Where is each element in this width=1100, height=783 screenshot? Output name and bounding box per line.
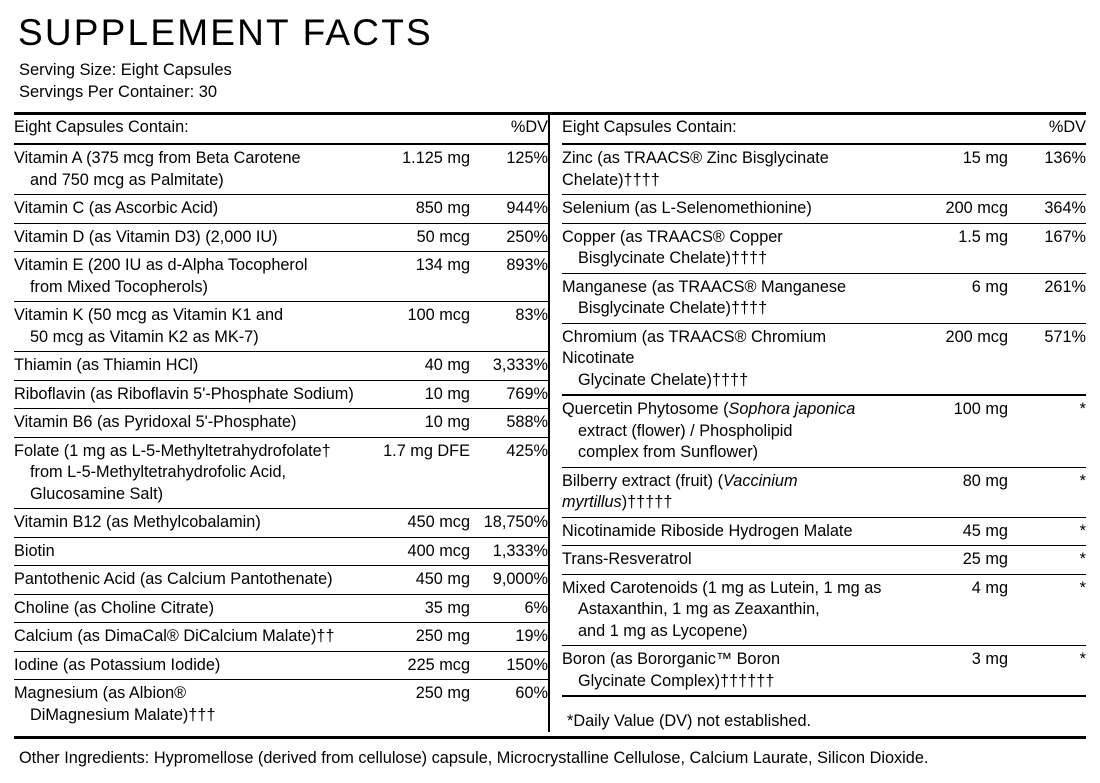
nutrient-name: Vitamin A (375 mcg from Beta Carotene bbox=[14, 149, 301, 168]
nutrient-amount: 1.125 mg bbox=[375, 144, 470, 195]
nutrient-amount: 50 mcg bbox=[375, 223, 470, 252]
daily-value-footnote: *Daily Value (DV) not established. bbox=[567, 712, 812, 731]
nutrient-amount: 200 mcg bbox=[888, 195, 1008, 224]
nutrient-name: Mixed Carotenoids (1 mg as Lutein, 1 mg as bbox=[562, 578, 882, 597]
facts-column-right bbox=[550, 115, 1086, 733]
nutrient-name-cont2: and 1 mg as Lycopene) bbox=[578, 621, 748, 640]
table-row bbox=[562, 195, 1086, 224]
nutrient-name-cont: from Mixed Tocopherols) bbox=[30, 277, 208, 296]
nutrient-name: Nicotinamide Riboside Hydrogen Malate bbox=[562, 517, 888, 546]
table-row bbox=[562, 323, 1086, 395]
nutrient-amount: 225 mcg bbox=[375, 651, 470, 680]
nutrient-amount: 6 mg bbox=[888, 273, 1008, 323]
nutrient-amount: 450 mcg bbox=[375, 509, 470, 538]
column-header-dv-right: %DV bbox=[1008, 115, 1086, 145]
nutrient-dv: 364% bbox=[1008, 195, 1086, 224]
nutrient-name-cont2: complex from Sunflower) bbox=[578, 443, 759, 462]
nutrient-dv: 136% bbox=[1008, 144, 1086, 195]
nutrient-name-cont: and 750 mcg as Palmitate) bbox=[30, 170, 224, 189]
nutrient-dv: 893% bbox=[470, 252, 548, 302]
nutrient-name: Pantothenic Acid (as Calcium Pantothenate) bbox=[14, 566, 375, 595]
nutrient-name: Iodine (as Potassium Iodide) bbox=[14, 651, 375, 680]
nutrient-dv: 571% bbox=[1008, 323, 1086, 395]
nutrient-amount: 200 mcg bbox=[888, 323, 1008, 395]
nutrient-name: Selenium (as L-Selenomethionine) bbox=[562, 195, 888, 224]
nutrient-dv: 1,333% bbox=[470, 537, 548, 566]
nutrient-name: Manganese (as TRAACS® Manganese bbox=[562, 277, 847, 296]
nutrient-dv: 9,000% bbox=[470, 566, 548, 595]
botanical-name: Sophora japonica bbox=[728, 400, 856, 419]
table-row bbox=[562, 395, 1086, 467]
nutrient-name: Copper (as TRAACS® Copper bbox=[562, 227, 783, 246]
nutrient-dv: 261% bbox=[1008, 273, 1086, 323]
nutrient-name: Vitamin D (as Vitamin D3) (2,000 IU) bbox=[14, 223, 375, 252]
nutrient-amount: 250 mg bbox=[375, 623, 470, 652]
table-row bbox=[562, 223, 1086, 273]
nutrient-amount: 4 mg bbox=[888, 574, 1008, 646]
nutrient-name: Vitamin B6 (as Pyridoxal 5'-Phosphate) bbox=[14, 409, 375, 438]
nutrient-name: Boron (as Bororganic™ Boron bbox=[562, 650, 781, 669]
nutrient-name: Biotin bbox=[14, 537, 375, 566]
nutrient-amount: 1.7 mg DFE bbox=[375, 437, 470, 509]
nutrient-name-cont: Astaxanthin, 1 mg as Zeaxanthin, bbox=[578, 600, 820, 619]
nutrient-name: Quercetin Phytosome (Sophora japonica bbox=[562, 400, 856, 419]
other-ingredients-text: Other Ingredients: Hypromellose (derived from cellulose) capsule, Microcrystalline Cellulose, Calcium Laurate, Silicon Dioxide. bbox=[19, 749, 929, 768]
table-row bbox=[14, 409, 548, 438]
botanical-name: Vaccinium myrtillus bbox=[562, 471, 798, 512]
nutrient-amount: 850 mg bbox=[375, 195, 470, 224]
nutrient-amount: 100 mcg bbox=[375, 302, 470, 352]
table-row bbox=[14, 352, 548, 381]
nutrient-dv: * bbox=[1008, 467, 1086, 517]
nutrient-dv: * bbox=[1008, 517, 1086, 546]
nutrient-name: Vitamin E (200 IU as d-Alpha Tocopherol bbox=[14, 256, 308, 275]
table-row bbox=[14, 537, 548, 566]
column-header-name-left: Eight Capsules Contain: bbox=[14, 115, 375, 145]
table-row bbox=[14, 680, 548, 730]
table-row bbox=[14, 566, 548, 595]
nutrient-dv: * bbox=[1008, 546, 1086, 575]
nutrient-name-cont: from L-5-Methyltetrahydrofolic Acid, bbox=[30, 463, 287, 482]
nutrient-name-cont: Glycinate Chelate)†††† bbox=[578, 370, 749, 389]
nutrient-dv: 6% bbox=[470, 594, 548, 623]
nutrient-dv: 83% bbox=[470, 302, 548, 352]
nutrient-dv: 167% bbox=[1008, 223, 1086, 273]
table-header-row-left bbox=[14, 115, 548, 145]
nutrient-amount: 10 mg bbox=[375, 380, 470, 409]
nutrient-amount: 250 mg bbox=[415, 684, 470, 703]
table-row bbox=[14, 651, 548, 680]
nutrient-name-cont: 50 mcg as Vitamin K2 as MK-7) bbox=[30, 327, 259, 346]
nutrient-name: Trans-Resveratrol bbox=[562, 546, 888, 575]
column-header-name-right: Eight Capsules Contain: bbox=[562, 115, 888, 145]
nutrient-amount: 400 mcg bbox=[375, 537, 470, 566]
table-row bbox=[14, 252, 548, 302]
nutrient-name: Chromium (as TRAACS® Chromium Nicotinate bbox=[562, 327, 827, 368]
nutrient-dv: 425% bbox=[470, 437, 548, 509]
nutrient-dv: * bbox=[1008, 395, 1086, 467]
table-row bbox=[562, 517, 1086, 546]
nutrient-dv: * bbox=[1008, 574, 1086, 646]
table-header-row-right bbox=[562, 115, 1086, 145]
column-header-amount-left bbox=[375, 115, 470, 145]
servings-per-container-line: Servings Per Container: 30 bbox=[19, 83, 218, 102]
table-row bbox=[562, 144, 1086, 195]
nutrient-name-cont: Bisglycinate Chelate)†††† bbox=[578, 299, 768, 318]
nutrient-name: Vitamin B12 (as Methylcobalamin) bbox=[14, 509, 375, 538]
table-row bbox=[14, 223, 548, 252]
nutrient-name-cont: DiMagnesium Malate)††† bbox=[30, 705, 216, 724]
nutrient-name-cont: Glycinate Complex)†††††† bbox=[578, 671, 775, 690]
nutrient-amount: 3 mg bbox=[888, 646, 1008, 697]
table-row bbox=[562, 273, 1086, 323]
table-row bbox=[14, 594, 548, 623]
nutrient-name: Vitamin C (as Ascorbic Acid) bbox=[14, 195, 375, 224]
nutrient-dv: 588% bbox=[470, 409, 548, 438]
nutrient-dv: 19% bbox=[470, 623, 548, 652]
table-row bbox=[562, 546, 1086, 575]
nutrient-name: Vitamin K (50 mcg as Vitamin K1 and bbox=[14, 306, 284, 325]
table-row bbox=[562, 467, 1086, 517]
page-title: SUPPLEMENT FACTS bbox=[18, 12, 433, 53]
table-row bbox=[14, 380, 548, 409]
nutrient-dv: 150% bbox=[470, 651, 548, 680]
nutrient-name: Zinc (as TRAACS® Zinc Bisglycinate Chelate)†††† bbox=[562, 144, 888, 195]
column-header-amount-right bbox=[888, 115, 1008, 145]
nutrient-amount: 35 mg bbox=[375, 594, 470, 623]
serving-size-line: Serving Size: Eight Capsules bbox=[19, 61, 232, 79]
facts-columns bbox=[14, 115, 1086, 733]
nutrient-dv: 60% bbox=[515, 684, 548, 703]
nutrient-dv: 944% bbox=[470, 195, 548, 224]
nutrient-dv: 18,750% bbox=[470, 509, 548, 538]
table-row bbox=[14, 623, 548, 652]
nutrient-table-left bbox=[14, 115, 548, 730]
table-row bbox=[14, 437, 548, 509]
nutrient-name: Thiamin (as Thiamin HCl) bbox=[14, 352, 375, 381]
nutrient-dv: 769% bbox=[470, 380, 548, 409]
nutrient-dv: 3,333% bbox=[470, 352, 548, 381]
nutrient-name: Riboflavin (as Riboflavin 5'-Phosphate Sodium) bbox=[14, 380, 375, 409]
table-row bbox=[14, 302, 548, 352]
nutrient-amount: 100 mg bbox=[888, 395, 1008, 467]
table-row bbox=[14, 195, 548, 224]
nutrient-amount: 25 mg bbox=[888, 546, 1008, 575]
table-row bbox=[562, 574, 1086, 646]
nutrient-table-right bbox=[562, 115, 1086, 698]
nutrient-amount: 134 mg bbox=[375, 252, 470, 302]
nutrient-dv: * bbox=[1008, 646, 1086, 697]
nutrient-name: Bilberry extract (fruit) (Vaccinium myrtillus)††††† bbox=[562, 471, 798, 512]
nutrient-name-cont2: Glucosamine Salt) bbox=[30, 484, 164, 503]
nutrient-amount: 80 mg bbox=[888, 467, 1008, 517]
nutrient-amount: 40 mg bbox=[375, 352, 470, 381]
nutrient-amount: 15 mg bbox=[888, 144, 1008, 195]
table-row bbox=[562, 646, 1086, 697]
nutrient-name: Calcium (as DimaCal® DiCalcium Malate)†† bbox=[14, 623, 375, 652]
nutrient-name-cont: extract (flower) / Phospholipid bbox=[578, 421, 793, 440]
nutrient-amount: 1.5 mg bbox=[888, 223, 1008, 273]
table-row bbox=[14, 144, 548, 195]
nutrient-amount: 45 mg bbox=[888, 517, 1008, 546]
nutrient-amount: 450 mg bbox=[375, 566, 470, 595]
nutrient-name: Folate (1 mg as L-5-Methyltetrahydrofolate† bbox=[14, 441, 331, 460]
nutrient-name: Magnesium (as Albion® bbox=[14, 684, 187, 703]
nutrient-amount: 10 mg bbox=[375, 409, 470, 438]
facts-column-left bbox=[14, 115, 550, 733]
nutrient-dv: 125% bbox=[470, 144, 548, 195]
table-row bbox=[14, 509, 548, 538]
column-header-dv-left: %DV bbox=[470, 115, 548, 145]
nutrient-name: Choline (as Choline Citrate) bbox=[14, 594, 375, 623]
nutrient-dv: 250% bbox=[470, 223, 548, 252]
nutrient-name-cont: Bisglycinate Chelate)†††† bbox=[578, 249, 768, 268]
